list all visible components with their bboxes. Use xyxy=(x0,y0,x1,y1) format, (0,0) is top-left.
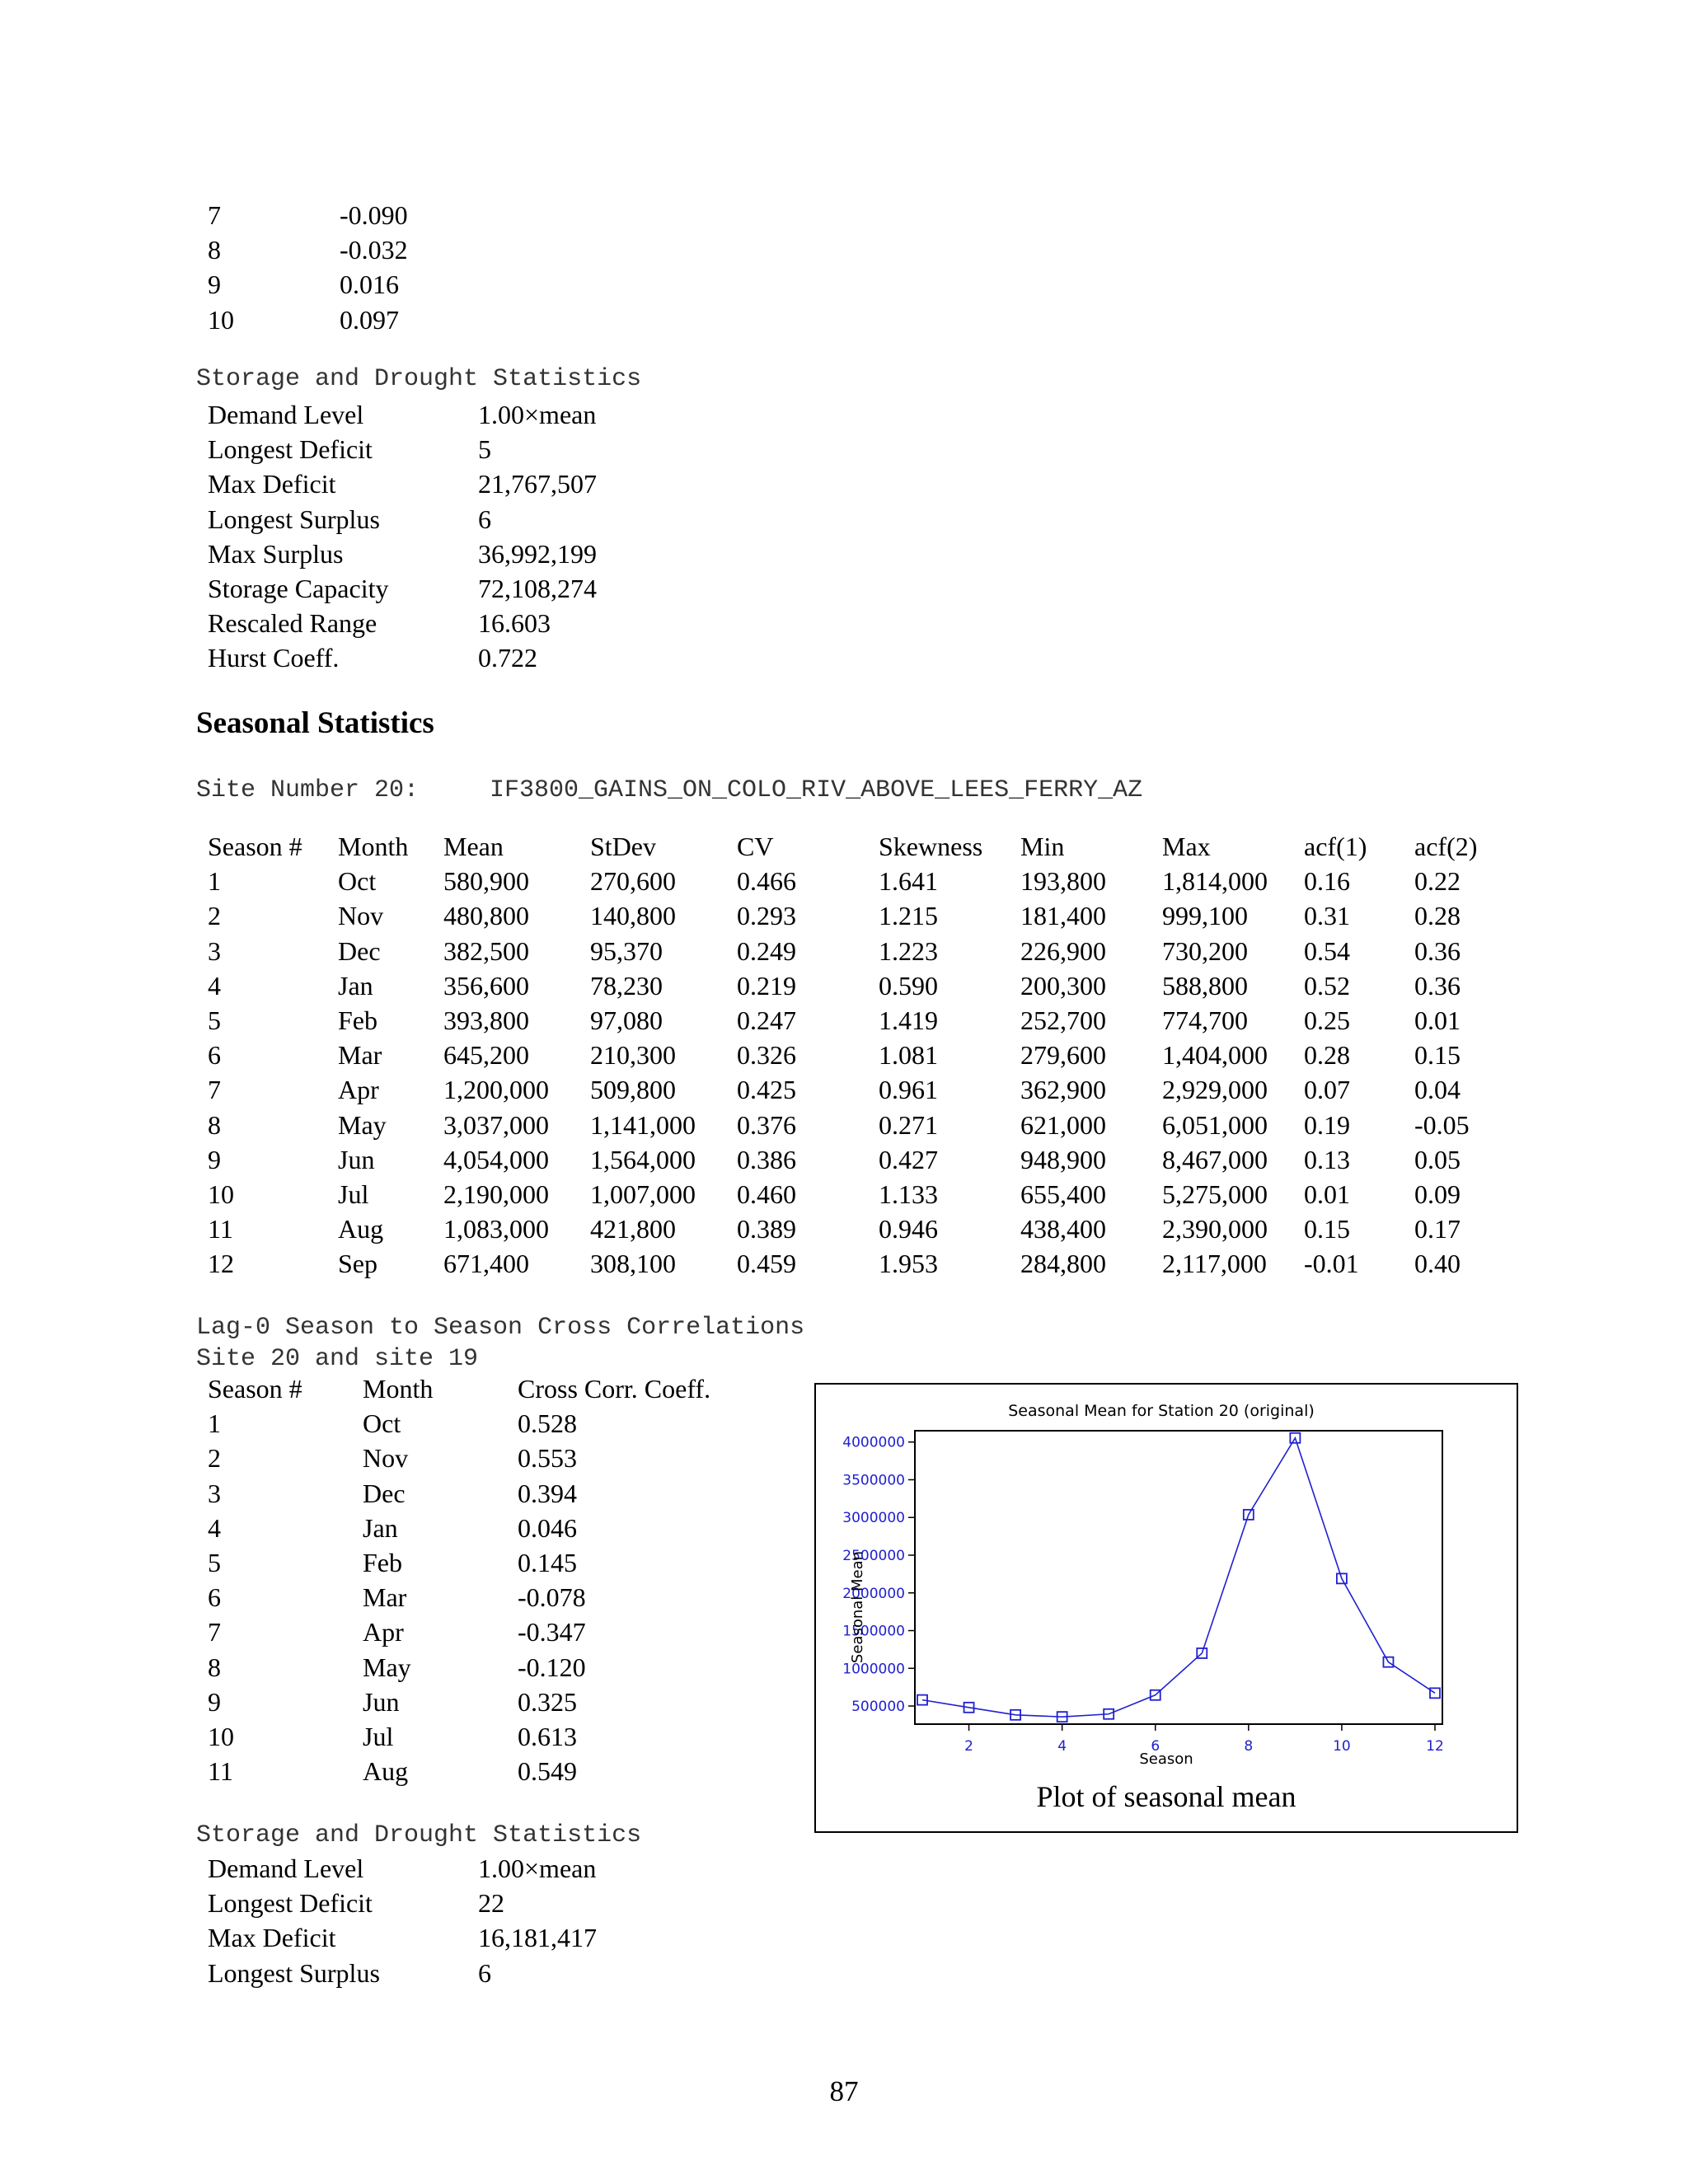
y-tick-label: 1500000 xyxy=(842,1623,905,1640)
table-row xyxy=(208,1212,1497,1246)
table-cell: 181,400 xyxy=(1020,901,1106,931)
storage-row xyxy=(208,466,643,501)
table-cell: 362,900 xyxy=(1020,1075,1106,1105)
acf-value: -0.090 xyxy=(340,200,408,230)
table-cell: 1,564,000 xyxy=(590,1144,696,1174)
table-cell: Jun xyxy=(363,1686,400,1717)
table-cell: 6,051,000 xyxy=(1162,1109,1268,1140)
table-cell: Mar xyxy=(338,1040,382,1071)
table-cell: 6 xyxy=(208,1582,221,1613)
table-cell: 12 xyxy=(208,1249,234,1279)
storage-value: 16,181,417 xyxy=(478,1923,597,1953)
plot-frame xyxy=(915,1431,1442,1724)
table-row xyxy=(208,1685,732,1719)
table-cell: 8 xyxy=(208,1109,221,1140)
column-header: Min xyxy=(1020,832,1065,861)
table-cell: 509,800 xyxy=(590,1075,676,1105)
table-cell: Jan xyxy=(363,1512,398,1543)
table-cell: 421,800 xyxy=(590,1214,676,1244)
table-cell: 0.376 xyxy=(737,1109,796,1140)
table-cell: Feb xyxy=(338,1005,377,1036)
table-row xyxy=(208,1406,732,1441)
table-cell: 1.953 xyxy=(879,1249,938,1279)
table-cell: 0.22 xyxy=(1414,866,1461,897)
table-cell: 0.15 xyxy=(1414,1040,1461,1071)
data-point-marker xyxy=(1430,1688,1440,1698)
table-row xyxy=(208,1441,732,1475)
acf-value: -0.032 xyxy=(340,235,408,265)
table-cell: 0.528 xyxy=(518,1408,577,1439)
table-cell: 580,900 xyxy=(443,866,529,897)
x-tick-label: 2 xyxy=(964,1738,973,1755)
table-cell: 308,100 xyxy=(590,1249,676,1279)
table-cell: 0.52 xyxy=(1304,970,1350,1001)
table-cell: 0.01 xyxy=(1304,1179,1350,1210)
table-cell: 356,600 xyxy=(443,970,529,1001)
storage-table-1 xyxy=(208,397,643,676)
table-cell: -0.120 xyxy=(518,1652,586,1682)
table-cell: 0.15 xyxy=(1304,1214,1350,1244)
page-number: 87 xyxy=(829,2075,859,2107)
table-cell: Jul xyxy=(338,1179,369,1210)
table-cell: 10 xyxy=(208,1179,234,1210)
storage-label: Max Deficit xyxy=(208,1923,336,1953)
y-tick-label: 3000000 xyxy=(842,1510,905,1527)
storage-label: Max Surplus xyxy=(208,538,344,569)
x-tick-label: 10 xyxy=(1333,1738,1351,1755)
chart-axes xyxy=(842,1431,1444,1755)
table-cell: 671,400 xyxy=(443,1249,529,1279)
storage-label: Rescaled Range xyxy=(208,608,377,639)
storage-row xyxy=(208,1956,643,1990)
table-cell: 0.19 xyxy=(1304,1109,1350,1140)
table-cell: 0.046 xyxy=(518,1512,577,1543)
seasonal-stats-table xyxy=(208,829,1497,1282)
table-cell: May xyxy=(363,1652,411,1682)
table-cell: -0.05 xyxy=(1414,1109,1470,1140)
storage-row xyxy=(208,606,643,640)
table-cell: 1,404,000 xyxy=(1162,1040,1268,1071)
storage-row xyxy=(208,537,643,571)
x-axis-label: Season xyxy=(1139,1750,1193,1768)
storage-row xyxy=(208,1851,643,1886)
table-cell: 6 xyxy=(208,1040,221,1071)
table-cell: 0.427 xyxy=(879,1144,938,1174)
table-cell: 3,037,000 xyxy=(443,1109,549,1140)
table-cell: 1,007,000 xyxy=(590,1179,696,1210)
table-cell: 1,141,000 xyxy=(590,1109,696,1140)
table-cell: 1.223 xyxy=(879,935,938,966)
table-cell: Dec xyxy=(338,935,381,966)
table-cell: Sep xyxy=(338,1249,377,1279)
table-cell: 4 xyxy=(208,970,221,1001)
table-cell: 7 xyxy=(208,1617,221,1647)
storage-value: 0.722 xyxy=(478,643,537,673)
table-cell: 0.17 xyxy=(1414,1214,1461,1244)
table-row xyxy=(208,1003,1497,1038)
table-cell: 8,467,000 xyxy=(1162,1144,1268,1174)
table-cell: 0.553 xyxy=(518,1443,577,1474)
table-cell: 1 xyxy=(208,1408,221,1439)
table-cell: 1.133 xyxy=(879,1179,938,1210)
table-row xyxy=(208,1476,732,1511)
table-cell: 0.36 xyxy=(1414,970,1461,1001)
table-cell: 3 xyxy=(208,935,221,966)
table-cell: 0.145 xyxy=(518,1548,577,1578)
table-cell: 1.641 xyxy=(879,866,938,897)
storage-label: Longest Deficit xyxy=(208,434,373,465)
table-cell: 0.04 xyxy=(1414,1075,1461,1105)
acf-row xyxy=(208,302,438,337)
table-cell: 9 xyxy=(208,1144,221,1174)
table-cell: 0.25 xyxy=(1304,1005,1350,1036)
cross-title-2: Site 20 and site 19 xyxy=(196,1345,479,1373)
acf-row xyxy=(208,267,438,302)
table-cell: 226,900 xyxy=(1020,935,1106,966)
chart-caption: Plot of seasonal mean xyxy=(1036,1780,1296,1813)
table-cell: Jan xyxy=(338,970,373,1001)
table-cell: 0.425 xyxy=(737,1075,796,1105)
table-row xyxy=(208,1072,1497,1107)
storage-label: Demand Level xyxy=(208,400,364,429)
table-row xyxy=(208,1246,1497,1281)
table-cell: 0.271 xyxy=(879,1109,938,1140)
table-cell: 0.460 xyxy=(737,1179,796,1210)
table-cell: 0.247 xyxy=(737,1005,796,1036)
table-cell: 210,300 xyxy=(590,1040,676,1071)
table-cell: -0.01 xyxy=(1304,1249,1359,1279)
table-row xyxy=(208,1108,1497,1142)
table-cell: 9 xyxy=(208,1686,221,1717)
table-cell: 0.326 xyxy=(737,1040,796,1071)
table-cell: 1,083,000 xyxy=(443,1214,549,1244)
column-header: Month xyxy=(338,832,409,861)
table-row xyxy=(208,1650,732,1685)
storage-value: 6 xyxy=(478,1957,491,1988)
chart-svg xyxy=(816,1385,1517,1772)
y-tick-label: 500000 xyxy=(851,1699,905,1716)
storage-row xyxy=(208,432,643,466)
table-cell: 621,000 xyxy=(1020,1109,1106,1140)
y-tick-label: 3500000 xyxy=(842,1472,905,1489)
table-row xyxy=(208,1754,732,1788)
section-heading: Seasonal Statistics xyxy=(196,706,434,740)
table-cell: 0.249 xyxy=(737,935,796,966)
storage-label: Longest Surplus xyxy=(208,504,380,534)
table-cell: 0.28 xyxy=(1414,901,1461,931)
table-cell: 0.386 xyxy=(737,1144,796,1174)
storage-label: Longest Deficit xyxy=(208,1888,373,1919)
column-header: Max xyxy=(1162,832,1211,861)
acf-value: 0.016 xyxy=(340,269,399,300)
table-row xyxy=(208,968,1497,1003)
table-cell: 0.16 xyxy=(1304,866,1350,897)
table-cell: 270,600 xyxy=(590,866,676,897)
storage-table-2 xyxy=(208,1851,643,1990)
site-number-label: Site Number 20: xyxy=(196,776,420,804)
table-cell: 200,300 xyxy=(1020,970,1106,1001)
table-cell: 2,390,000 xyxy=(1162,1214,1268,1244)
table-cell: Jul xyxy=(363,1722,394,1752)
table-cell: Apr xyxy=(363,1617,404,1647)
table-cell: 774,700 xyxy=(1162,1005,1248,1036)
acf-lag: 10 xyxy=(208,304,234,335)
table-cell: 382,500 xyxy=(443,935,529,966)
table-cell: 4,054,000 xyxy=(443,1144,549,1174)
column-header: Cross Corr. Coeff. xyxy=(518,1374,711,1404)
column-header: Month xyxy=(363,1374,434,1404)
column-header: Mean xyxy=(443,832,504,861)
storage-title-2: Storage and Drought Statistics xyxy=(196,1821,642,1849)
y-tick-label: 1000000 xyxy=(842,1661,905,1678)
table-cell: 0.01 xyxy=(1414,1005,1461,1036)
table-cell: 730,200 xyxy=(1162,935,1248,966)
table-cell: Dec xyxy=(363,1478,406,1508)
y-tick-label: 2000000 xyxy=(842,1585,905,1602)
storage-row xyxy=(208,397,643,432)
table-cell: 0.28 xyxy=(1304,1040,1350,1071)
table-cell: 2,929,000 xyxy=(1162,1075,1268,1105)
table-cell: 0.09 xyxy=(1414,1179,1461,1210)
storage-label: Max Deficit xyxy=(208,469,336,499)
table-cell: 284,800 xyxy=(1020,1249,1106,1279)
table-header-row xyxy=(208,1371,732,1406)
table-cell: 0.36 xyxy=(1414,935,1461,966)
table-cell: Mar xyxy=(363,1582,407,1613)
table-cell: 0.394 xyxy=(518,1478,577,1508)
storage-value: 5 xyxy=(478,434,491,465)
storage-value: 1.00×mean xyxy=(478,1854,597,1883)
chart-series xyxy=(917,1433,1440,1722)
table-cell: 0.549 xyxy=(518,1756,577,1787)
column-header: StDev xyxy=(590,832,656,861)
table-cell: 2 xyxy=(208,901,221,931)
table-cell: 193,800 xyxy=(1020,866,1106,897)
table-row xyxy=(208,898,1497,933)
table-cell: 1,814,000 xyxy=(1162,866,1268,897)
acf-value: 0.097 xyxy=(340,304,399,335)
storage-value: 72,108,274 xyxy=(478,574,597,604)
table-cell: 4 xyxy=(208,1512,221,1543)
table-row xyxy=(208,1615,732,1649)
table-cell: -0.078 xyxy=(518,1582,586,1613)
table-cell: 0.293 xyxy=(737,901,796,931)
table-cell: 5 xyxy=(208,1005,221,1036)
storage-row xyxy=(208,571,643,606)
table-cell: 645,200 xyxy=(443,1040,529,1071)
table-cell: 0.13 xyxy=(1304,1144,1350,1174)
table-row xyxy=(208,1580,732,1615)
table-cell: 11 xyxy=(208,1756,233,1787)
storage-value: 16.603 xyxy=(478,608,551,639)
table-cell: 0.40 xyxy=(1414,1249,1461,1279)
table-row xyxy=(208,1719,732,1754)
table-cell: 0.613 xyxy=(518,1722,577,1752)
table-cell: 78,230 xyxy=(590,970,663,1001)
x-tick-label: 4 xyxy=(1057,1738,1067,1755)
table-cell: 480,800 xyxy=(443,901,529,931)
table-cell: Feb xyxy=(363,1548,402,1578)
table-cell: 0.961 xyxy=(879,1075,938,1105)
table-cell: 588,800 xyxy=(1162,970,1248,1001)
acf-row xyxy=(208,232,438,267)
table-header-row xyxy=(208,829,1497,864)
seasonal-mean-chart xyxy=(814,1383,1518,1833)
table-cell: Nov xyxy=(338,901,384,931)
cross-title-1: Lag-0 Season to Season Cross Correlations xyxy=(196,1314,805,1342)
site-name: IF3800_GAINS_ON_COLO_RIV_ABOVE_LEES_FERRY_AZ xyxy=(490,776,1143,804)
table-cell: 1.215 xyxy=(879,901,938,931)
table-cell: 948,900 xyxy=(1020,1144,1106,1174)
cross-corr-table xyxy=(208,1371,732,1788)
storage-label: Demand Level xyxy=(208,1854,364,1883)
table-cell: Oct xyxy=(363,1408,401,1439)
table-cell: 0.05 xyxy=(1414,1144,1461,1174)
y-axis-label: Seasonal Mean xyxy=(849,1550,866,1664)
table-cell: 655,400 xyxy=(1020,1179,1106,1210)
table-cell: 1.081 xyxy=(879,1040,938,1071)
table-cell: 0.31 xyxy=(1304,901,1350,931)
table-cell: May xyxy=(338,1109,387,1140)
column-header: acf(2) xyxy=(1414,832,1478,861)
table-row xyxy=(208,1511,732,1545)
table-cell: 0.466 xyxy=(737,866,796,897)
storage-value: 21,767,507 xyxy=(478,469,597,499)
storage-label: Longest Surplus xyxy=(208,1957,380,1988)
table-row xyxy=(208,934,1497,968)
table-cell: 252,700 xyxy=(1020,1005,1106,1036)
table-row xyxy=(208,1142,1497,1177)
table-cell: Nov xyxy=(363,1443,409,1474)
x-tick-label: 8 xyxy=(1244,1738,1254,1755)
table-cell: 3 xyxy=(208,1478,221,1508)
table-cell: 0.54 xyxy=(1304,935,1350,966)
storage-row xyxy=(208,1886,643,1920)
table-cell: 393,800 xyxy=(443,1005,529,1036)
column-header: acf(1) xyxy=(1304,832,1367,861)
table-cell: 0.07 xyxy=(1304,1075,1350,1105)
column-header: Skewness xyxy=(879,832,983,861)
table-row xyxy=(208,1038,1497,1072)
y-tick-label: 4000000 xyxy=(842,1434,905,1451)
table-cell: -0.347 xyxy=(518,1617,586,1647)
table-row xyxy=(208,1177,1497,1212)
series-line xyxy=(922,1438,1435,1717)
table-cell: 1.419 xyxy=(879,1005,938,1036)
table-row xyxy=(208,864,1497,898)
table-cell: 7 xyxy=(208,1075,221,1105)
table-cell: 140,800 xyxy=(590,901,676,931)
table-cell: 5 xyxy=(208,1548,221,1578)
table-cell: 0.325 xyxy=(518,1686,577,1717)
storage-title-1: Storage and Drought Statistics xyxy=(196,365,642,393)
storage-value: 36,992,199 xyxy=(478,538,597,569)
x-tick-label: 12 xyxy=(1426,1738,1444,1755)
x-tick-label: 6 xyxy=(1151,1738,1160,1755)
y-tick-label: 2500000 xyxy=(842,1548,905,1565)
table-cell: 438,400 xyxy=(1020,1214,1106,1244)
storage-row xyxy=(208,1920,643,1955)
table-cell: 5,275,000 xyxy=(1162,1179,1268,1210)
table-row xyxy=(208,1545,732,1580)
table-cell: Aug xyxy=(338,1214,384,1244)
acf-lag: 7 xyxy=(208,200,221,230)
acf-row xyxy=(208,198,438,232)
column-header: Season # xyxy=(208,832,302,861)
table-cell: 279,600 xyxy=(1020,1040,1106,1071)
table-cell: 2,190,000 xyxy=(443,1179,549,1210)
table-cell: 8 xyxy=(208,1652,221,1682)
table-cell: 11 xyxy=(208,1214,233,1244)
acf-tail-table xyxy=(208,198,438,337)
storage-value: 22 xyxy=(478,1888,504,1919)
table-cell: 95,370 xyxy=(590,935,663,966)
table-cell: 0.219 xyxy=(737,970,796,1001)
table-cell: 1 xyxy=(208,866,221,897)
table-cell: 0.590 xyxy=(879,970,938,1001)
table-cell: 0.389 xyxy=(737,1214,796,1244)
storage-label: Storage Capacity xyxy=(208,574,389,604)
table-cell: 0.946 xyxy=(879,1214,938,1244)
table-cell: 2 xyxy=(208,1443,221,1474)
table-cell: Aug xyxy=(363,1756,409,1787)
table-cell: 10 xyxy=(208,1722,234,1752)
storage-row xyxy=(208,640,643,675)
storage-value: 1.00×mean xyxy=(478,400,597,429)
table-cell: 999,100 xyxy=(1162,901,1248,931)
column-header: Season # xyxy=(208,1374,302,1404)
table-cell: 1,200,000 xyxy=(443,1075,549,1105)
acf-lag: 8 xyxy=(208,235,221,265)
table-cell: 97,080 xyxy=(590,1005,663,1036)
acf-lag: 9 xyxy=(208,269,221,300)
table-cell: 0.459 xyxy=(737,1249,796,1279)
storage-value: 6 xyxy=(478,504,491,534)
chart-title: Seasonal Mean for Station 20 (original) xyxy=(1008,1402,1315,1420)
storage-label: Hurst Coeff. xyxy=(208,643,340,673)
table-cell: 2,117,000 xyxy=(1162,1249,1267,1279)
table-cell: Apr xyxy=(338,1075,379,1105)
table-cell: Jun xyxy=(338,1144,375,1174)
storage-row xyxy=(208,502,643,537)
table-cell: Oct xyxy=(338,866,377,897)
column-header: CV xyxy=(737,832,774,861)
